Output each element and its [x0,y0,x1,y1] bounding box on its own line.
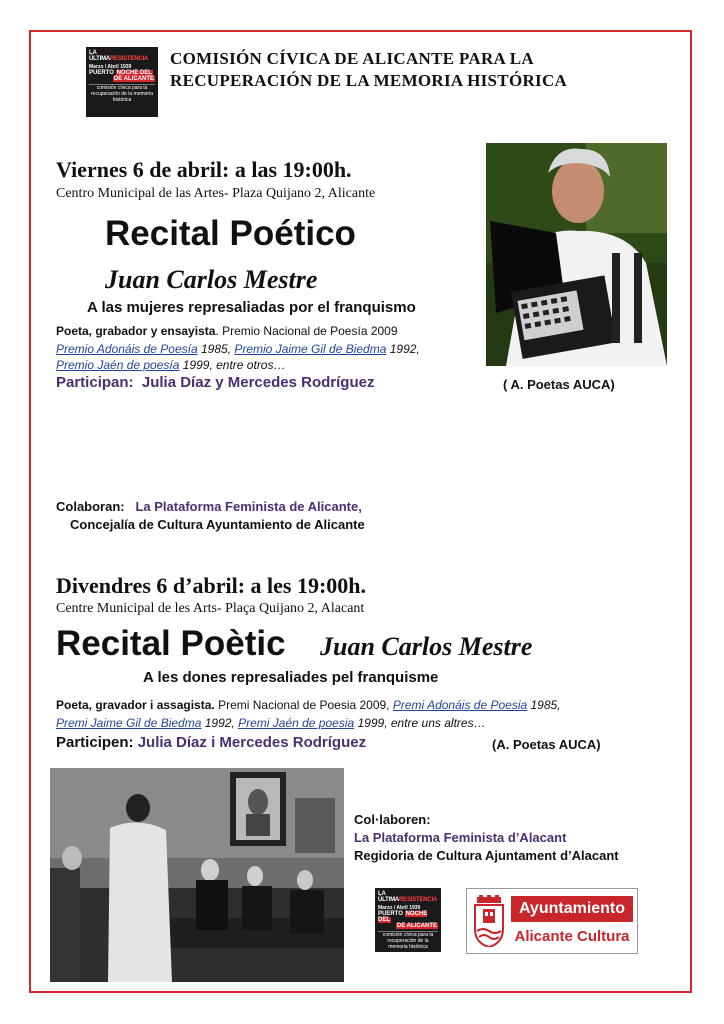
ca-dedication: A les dones represaliades pel franquisme [143,669,439,686]
ca-award1-year: 1985, [527,698,561,712]
historic-photo [50,768,344,982]
ca-group: (A. Poetas AUCA) [492,737,601,752]
logo-line2b: PUERTO [89,70,114,76]
es-bio-bold: Poeta, grabador y ensayista [56,324,216,338]
ca-award3-link[interactable]: Premi Jaén de poesia [238,716,355,730]
logo-line1b: RESISTENCIA [110,56,149,62]
es-date: Viernes 6 de abril: a las 19:00h. [56,157,352,182]
logo-line1a: LA ÚLTIMA [89,50,111,62]
poet-image [486,143,667,366]
ca-participants-names: Julia Díaz i Mercedes Rodríguez [137,734,367,751]
es-award1-link[interactable]: Premio Adonáis de Poesía [56,342,198,356]
es-group: ( A. Poetas AUCA) [503,377,615,392]
logo-line2a: Marzo / Abril 1939 [89,64,132,70]
es-collab1: La Plataforma Feminista de Alicante, [135,499,362,514]
es-collab-label: Colaboran: [56,499,125,514]
logo-line3: comisión cívica para la recuperación de la memoria histórica [89,84,155,103]
es-award2-year: 1992, [386,342,420,356]
ayuntamiento-logo [466,888,638,954]
logo-b-line2c: NOCHE DEL [378,911,428,923]
ayuntamiento-line1: Ayuntamiento [511,896,633,922]
ca-venue: Centre Municipal de les Arts- Plaça Quijano 2, Alacant [56,601,365,616]
logo-line2c: NOCHE DEL [116,70,152,76]
memoria-logo-top [86,47,158,117]
ca-collab-label: Col·laboren: [354,812,431,827]
header-line1: COMISIÓN CÍVICA DE ALICANTE PARA LA [170,49,534,68]
ca-bio-rest: Premi Nacional de Poesia 2009, [214,698,393,712]
logo-b-line3: comisión cívica para la recuperación de la memoria histórica [378,931,438,950]
logo-b-line2a: Marzo / Abril 1939 [378,905,421,911]
es-collab2: Concejalía de Cultura Ayuntamiento de Alicante [70,517,365,532]
ca-bio-line2 [56,716,486,730]
es-bio [56,324,398,338]
es-award3-rest: 1999, entre otros… [179,358,286,372]
es-award3-link[interactable]: Premio Jaén de poesía [56,358,180,372]
ca-award2-link[interactable]: Premi Jaime Gil de Biedma [56,716,202,730]
ca-bio-line1 [56,698,561,712]
logo-line2d: DE ALICANTE [113,76,154,82]
historic-image [50,768,344,982]
es-title: Recital Poético [105,214,356,253]
es-participants-names: Julia Díaz y Mercedes Rodríguez [141,374,375,391]
ca-collab1: La Plataforma Feminista d’Alacant [354,830,567,845]
ayuntamiento-line2: Alicante Cultura [514,928,630,945]
memoria-logo-bottom [375,888,441,952]
logo-b-line1a: LA ÚLTIMA [378,891,400,903]
es-award1-year: 1985, [197,342,235,356]
es-venue: Centro Municipal de las Artes- Plaza Quijano 2, Alicante [56,186,376,201]
es-poet: Juan Carlos Mestre [105,265,318,294]
logo-b-line2b: PUERTO [378,911,403,917]
es-awards-line2 [56,358,285,372]
alicante-crest-icon [473,895,505,947]
ca-date: Divendres 6 d’abril: a les 19:00h. [56,573,367,598]
poet-photo [486,143,667,366]
header-line2: RECUPERACIÓN DE LA MEMORIA HISTÓRICA [170,71,568,90]
ca-award1-link[interactable]: Premi Adonáis de Poesia [392,698,528,712]
ca-poet: Juan Carlos Mestre [320,632,533,661]
es-participants [56,374,374,391]
ca-award2-year: 1992, [201,716,239,730]
es-collab-line1 [56,499,362,514]
ca-participants [56,734,366,751]
es-dedication: A las mujeres represaliadas por el franquismo [87,299,416,316]
ca-collab2: Regidoria de Cultura Ajuntament d’Alacant [354,848,619,863]
ca-award3-rest: 1999, entre uns altres… [354,716,486,730]
logo-b-line1b: RESISTENCIA [399,897,438,903]
logo-b-line2d: DE ALICANTE [396,923,437,929]
es-bio-rest: . Premio Nacional de Poesía 2009 [215,324,398,338]
ca-bio-bold: Poeta, gravador i assagista. [56,698,215,712]
es-award2-link[interactable]: Premio Jaime Gil de Biedma [234,342,387,356]
es-awards-line1 [56,342,420,356]
es-participants-label: Participan: [56,374,134,391]
ca-title: Recital Poètic [56,624,286,663]
ca-participants-label: Participen: [56,734,134,751]
